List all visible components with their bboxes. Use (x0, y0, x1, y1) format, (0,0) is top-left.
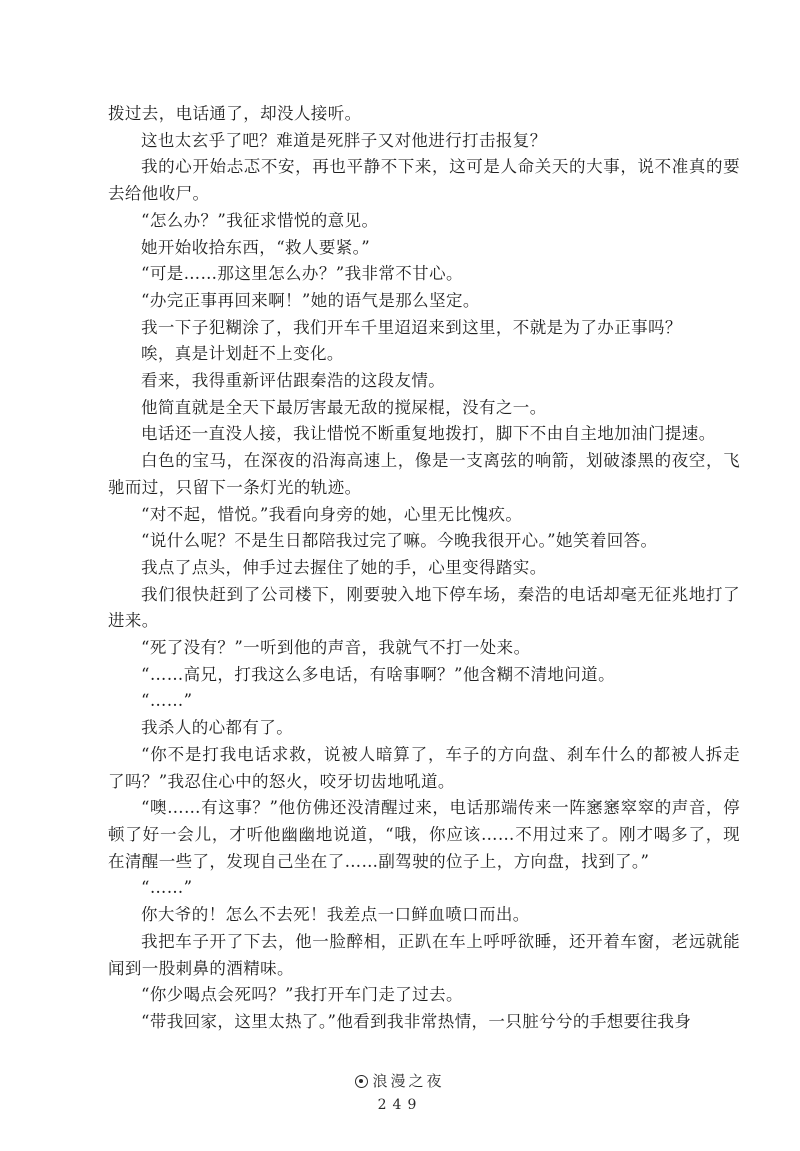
paragraph: “带我回家，这里太热了。”他看到我非常热情，一只脏兮兮的手想要往我身 (141, 1011, 692, 1031)
paragraph: 我一下子犯糊涂了，我们开车千里迢迢来到这里，不就是为了办正事吗？ (141, 317, 682, 337)
paragraph: 我把车子开了下去，他一脸醉相，正趴在车上呼呼欲睡，还开着车窗，老远就能闻到一股刺鼻的酒精味。 (108, 931, 740, 978)
body-text (108, 101, 740, 1036)
page-number: 249 (377, 1097, 423, 1113)
paragraph: 我杀人的心都有了。 (141, 718, 294, 738)
paragraph: “死了没有？”一听到他的声音，我就气不打一处来。 (141, 638, 531, 658)
paragraph: “……” (141, 691, 193, 711)
paragraph: 电话还一直没人接，我让惜悦不断重复地拨打，脚下不由自主地加油门提速。 (141, 424, 716, 444)
paragraph: 我的心开始忐忑不安，再也平静不下来，这可是人命关天的大事，说不准真的要去给他收尸。 (108, 157, 740, 204)
running-footer-title (0, 1070, 800, 1091)
paragraph: 看来，我得重新评估跟秦浩的这段友情。 (141, 371, 446, 391)
paragraph: “怎么办？”我征求惜悦的意见。 (141, 210, 379, 230)
paragraph: “说什么呢？不是生日都陪我过完了嘛。今晚我很开心。”她笑着回答。 (141, 531, 658, 551)
paragraph: “可是……那这里怎么办？”我非常不甘心。 (141, 264, 463, 284)
paragraph: “你少喝点会死吗？”我打开车门走了过去。 (141, 985, 463, 1005)
paragraph: “办完正事再回来啊！”她的语气是那么坚定。 (141, 290, 480, 310)
paragraph: 她开始收拾东西，“救人要紧。” (141, 237, 371, 257)
paragraph: 拨过去，电话通了，却没人接听。 (108, 104, 362, 123)
paragraph: “你不是打我电话求救，说被人暗算了，车子的方向盘、刹车什么的都被人拆走了吗？”我忍住心中的怒火，咬牙切齿地吼道。 (108, 744, 740, 791)
paragraph: 你大爷的！怎么不去死！我差点一口鲜血喷口而出。 (141, 905, 530, 925)
paragraph: 他简直就是全天下最厉害最无敌的搅屎棍，没有之一。 (141, 397, 547, 417)
publisher-logo-icon (355, 1075, 368, 1088)
paragraph: 我点了点头，伸手过去握住了她的手，心里变得踏实。 (141, 557, 547, 577)
paragraph: “对不起，惜悦。”我看向身旁的她，心里无比愧疚。 (141, 504, 523, 524)
paragraph: “噢……有这事？”他仿佛还没清醒过来，电话那端传来一阵窸窸窣窣的声音，停顿了好一会儿，才听他幽幽地说道，“哦，你应该……不用过来了。刚才喝多了，现在清醒一些了，发现自己坐在了……副驾驶的位子上，方向盘，找到了。” (108, 798, 740, 871)
paragraph: “……” (141, 878, 193, 898)
paragraph: “……高兄，打我这么多电话，有啥事啊？”他含糊不清地问道。 (141, 664, 615, 684)
paragraph: 白色的宝马，在深夜的沿海高速上，像是一支离弦的响箭，划破漆黑的夜空，飞驰而过，只留下一条灯光的轨迹。 (108, 451, 740, 497)
book-title: 浪漫之夜 (372, 1072, 445, 1090)
paragraph: 我们很快赶到了公司楼下，刚要驶入地下停车场，秦浩的电话却毫无征兆地打了进来。 (108, 584, 740, 631)
paragraph: 唉，真是计划赶不上变化。 (141, 344, 344, 364)
paragraph: 这也太玄乎了吧？难道是死胖子又对他进行打击报复？ (141, 130, 547, 150)
